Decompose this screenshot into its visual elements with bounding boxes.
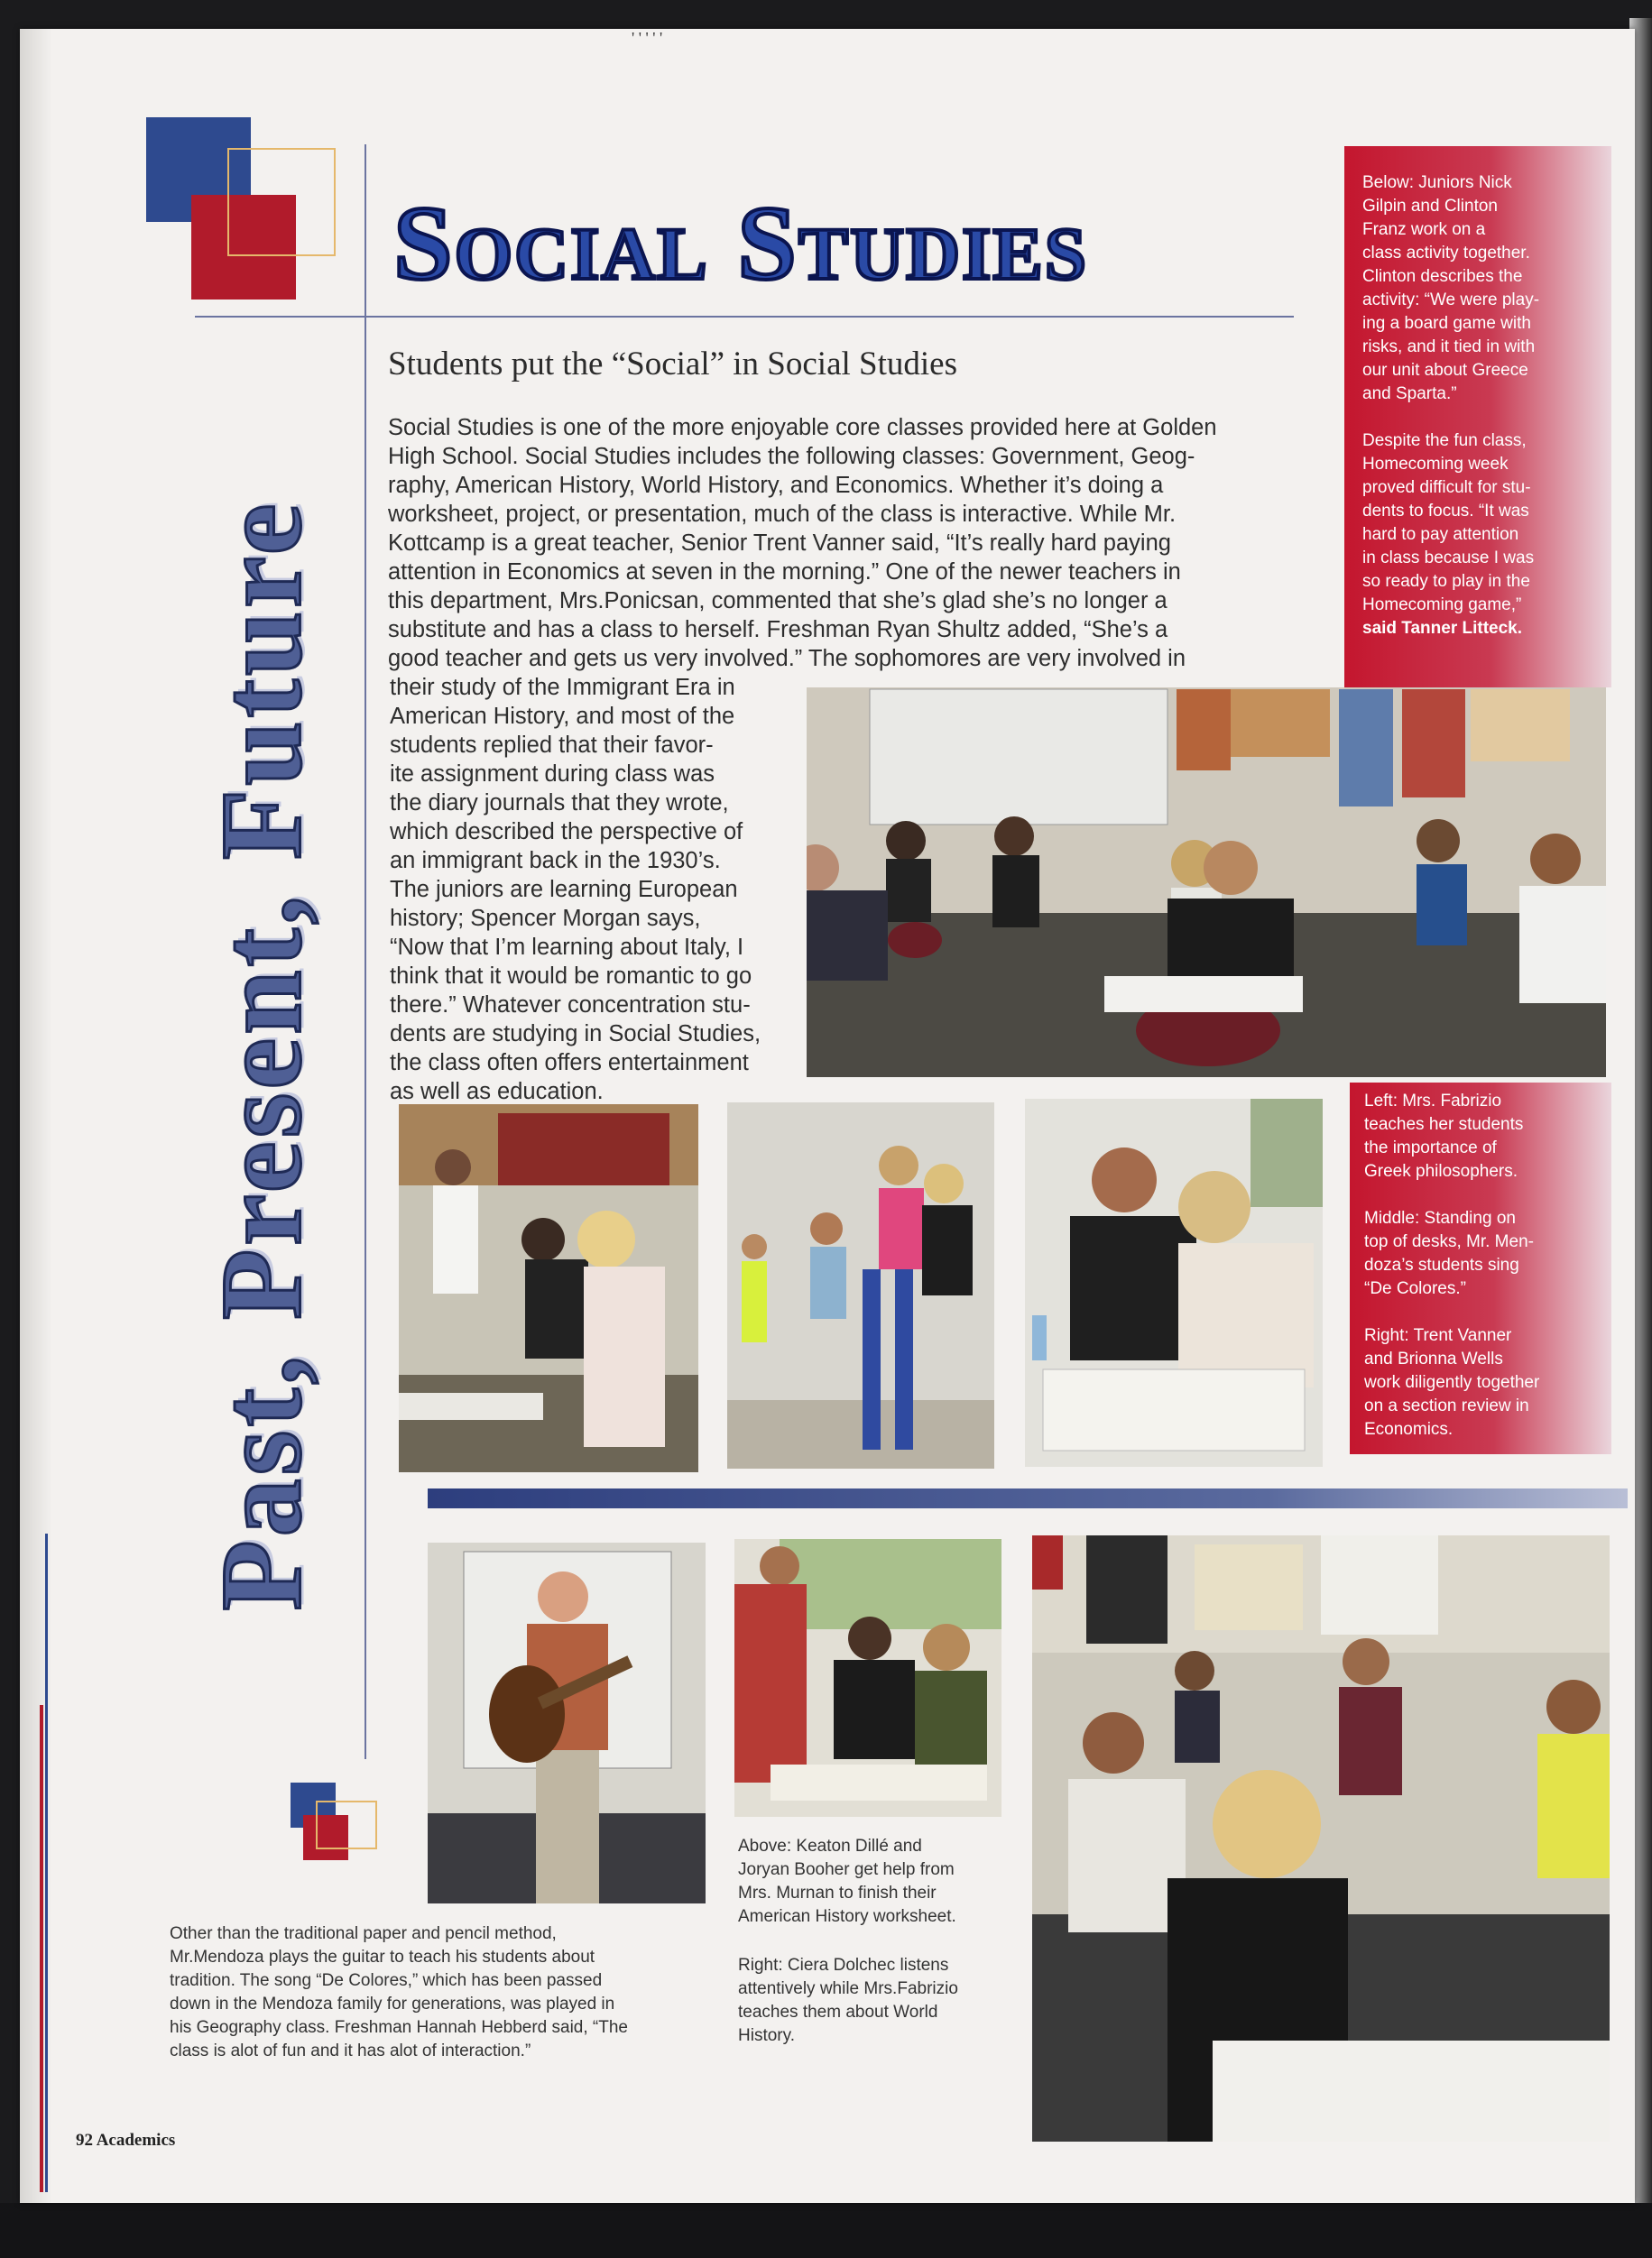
classroom-whiteboard-photo [807, 687, 1606, 1077]
caption-line: risks, and it tied in with [1362, 337, 1536, 356]
caption-line: Joryan Booher get help from [738, 1860, 955, 1879]
caption-line: in class because I was [1362, 548, 1535, 567]
page-subtitle: Students put the “Social” in Social Studies [388, 346, 957, 382]
body-line: there.” Whatever concentration stu- [390, 992, 751, 1018]
body-line: substitute and has a class to herself. Freshman Ryan Shultz added, “She’s a [388, 617, 1168, 642]
vertical-rule [365, 144, 366, 1759]
caption-line: Above: Keaton Dillé and [738, 1837, 922, 1856]
body-line: this department, Mrs.Ponicsan, commented that she’s glad she’s no longer a [388, 588, 1167, 613]
body-line: history; Spencer Morgan says, [390, 906, 701, 931]
caption-line: and Sparta.” [1362, 384, 1457, 403]
caption-line: dents to focus. “It was [1362, 502, 1529, 521]
body-line: dents are studying in Social Studies, [390, 1021, 761, 1046]
caption-line: teaches them about World [738, 2003, 938, 2022]
body-line: High School. Social Studies includes the following classes: Government, Geog- [388, 444, 1195, 469]
students-standing-photo [727, 1102, 994, 1469]
caption-line: Economics. [1364, 1420, 1454, 1439]
side-title: Past, Present, Future [197, 500, 326, 1611]
body-line: Kottcamp is a great teacher, Senior Trent Vanner said, “It’s really hard paying [388, 530, 1171, 556]
caption-above [738, 1835, 1027, 1929]
body-line: “Now that I’m learning about Italy, I [390, 935, 744, 960]
caption-line: the importance of [1364, 1138, 1497, 1157]
caption-line: Middle: Standing on [1364, 1209, 1516, 1228]
classroom-whiteboard-image [807, 687, 1606, 1077]
caption-line: class is alot of fun and it has alot of interaction.” [170, 2041, 531, 2060]
body-line: an immigrant back in the 1930’s. [390, 848, 721, 873]
caption-line: teaches her students [1364, 1115, 1524, 1134]
caption-line: “De Colores.” [1364, 1279, 1466, 1298]
body-line: American History, and most of the [390, 704, 735, 729]
facing-page-scrap: ' ' ' ' ' [632, 29, 663, 47]
caption-line: Clinton describes the [1362, 267, 1523, 286]
caption-line: and Brionna Wells [1364, 1350, 1503, 1369]
caption-line: so ready to play in the [1362, 572, 1530, 591]
caption-line: Left: Mrs. Fabrizio [1364, 1092, 1502, 1111]
caption-top [1362, 171, 1606, 641]
students-worksheet-photo [734, 1539, 1001, 1817]
caption-line: our unit about Greece [1362, 361, 1528, 380]
caption-line: activity: “We were play- [1362, 290, 1540, 309]
caption-line: class activity together. [1362, 244, 1530, 263]
body-text-wide [388, 413, 1290, 673]
page-folio: 92 Academics [76, 2131, 176, 2150]
caption-line: ing a board game with [1362, 314, 1531, 333]
caption-line: Right: Ciera Dolchec listens [738, 1956, 949, 1975]
body-line: students replied that their favor- [390, 733, 714, 758]
caption-line: Despite the fun class, [1362, 431, 1527, 450]
body-line: The juniors are learning European [390, 877, 738, 902]
students-desk-review-photo [1025, 1099, 1323, 1467]
body-line: ite assignment during class was [390, 761, 715, 787]
caption-line: Mrs. Murnan to finish their [738, 1884, 937, 1903]
teacher-guitar-photo [428, 1543, 706, 1903]
caption-middle [1364, 1090, 1608, 1442]
body-line: attention in Economics at seven in the morning.” One of the newer teachers in [388, 559, 1181, 585]
students-worksheet-image [734, 1539, 1001, 1817]
caption-line: hard to pay attention [1362, 525, 1519, 544]
section-divider-band [428, 1488, 1628, 1508]
caption-line [1364, 1184, 1608, 1207]
body-line: think that it would be romantic to go [390, 963, 752, 989]
left-margin-rule-blue [45, 1534, 48, 2192]
body-line: their study of the Immigrant Era in [390, 675, 735, 700]
teacher-guitar-image [428, 1543, 706, 1903]
body-line: worksheet, project, or presentation, much of the class is interactive. While Mr. [388, 502, 1177, 527]
teacher-fabrizio-image [399, 1104, 698, 1472]
body-line: raphy, American History, World History, and Economics. Whether it’s doing a [388, 473, 1164, 498]
body-line: Social Studies is one of the more enjoyable core classes provided here at Golden [388, 415, 1217, 440]
page-edge-bottom [0, 2203, 1652, 2258]
caption-line: History. [738, 2026, 795, 2045]
students-standing-image [727, 1102, 994, 1469]
caption-line: American History worksheet. [738, 1907, 956, 1926]
body-line: which described the perspective of [390, 819, 743, 844]
body-line: the class often offers entertainment [390, 1050, 749, 1075]
caption-right [738, 1954, 1027, 2048]
students-desk-review-image [1025, 1099, 1323, 1467]
teacher-fabrizio-photo [399, 1104, 698, 1472]
classroom-listening-photo [1032, 1535, 1610, 2142]
caption-line: his Geography class. Freshman Hannah Hebberd said, “The [170, 2018, 628, 2037]
left-margin-rule-red [40, 1705, 43, 2192]
caption-line: work diligently together [1364, 1373, 1540, 1392]
body-line: as well as education. [390, 1079, 604, 1104]
caption-line: Homecoming week [1362, 455, 1509, 474]
caption-line: on a section review in [1364, 1396, 1529, 1415]
caption-line: said Tanner Litteck. [1362, 619, 1523, 638]
caption-line: top of desks, Mr. Men- [1364, 1232, 1534, 1251]
body-line: the diary journals that they wrote, [390, 790, 729, 816]
caption-line: Greek philosophers. [1364, 1162, 1518, 1181]
caption-line: tradition. The song “De Colores,” which has been passed [170, 1971, 603, 1990]
side-title-container [171, 316, 352, 1795]
page-title: Social Studies [393, 184, 1088, 302]
caption-line [1364, 1301, 1608, 1324]
decor-outline-square-small [316, 1801, 377, 1849]
caption-line: Mr.Mendoza plays the guitar to teach his students about [170, 1948, 595, 1967]
caption-line: proved difficult for stu- [1362, 478, 1531, 497]
caption-line: down in the Mendoza family for generations, was played in [170, 1995, 615, 2014]
decor-outline-square [227, 148, 336, 256]
caption-line: attentively while Mrs.Fabrizio [738, 1979, 958, 1998]
caption-line: Franz work on a [1362, 220, 1486, 239]
caption-line: Gilpin and Clinton [1362, 197, 1498, 216]
body-text-narrow [390, 673, 796, 1106]
caption-line: Homecoming game,” [1362, 595, 1522, 614]
caption-line: Below: Juniors Nick [1362, 173, 1512, 192]
caption-guitar [170, 1922, 729, 2063]
caption-line: Other than the traditional paper and pencil method, [170, 1924, 557, 1943]
title-rule [195, 316, 1294, 318]
caption-line: Right: Trent Vanner [1364, 1326, 1512, 1345]
caption-line [1362, 406, 1606, 429]
caption-line: doza’s students sing [1364, 1256, 1519, 1275]
body-line: good teacher and gets us very involved.” The sophomores are very involved in [388, 646, 1186, 671]
classroom-listening-image [1032, 1535, 1610, 2142]
